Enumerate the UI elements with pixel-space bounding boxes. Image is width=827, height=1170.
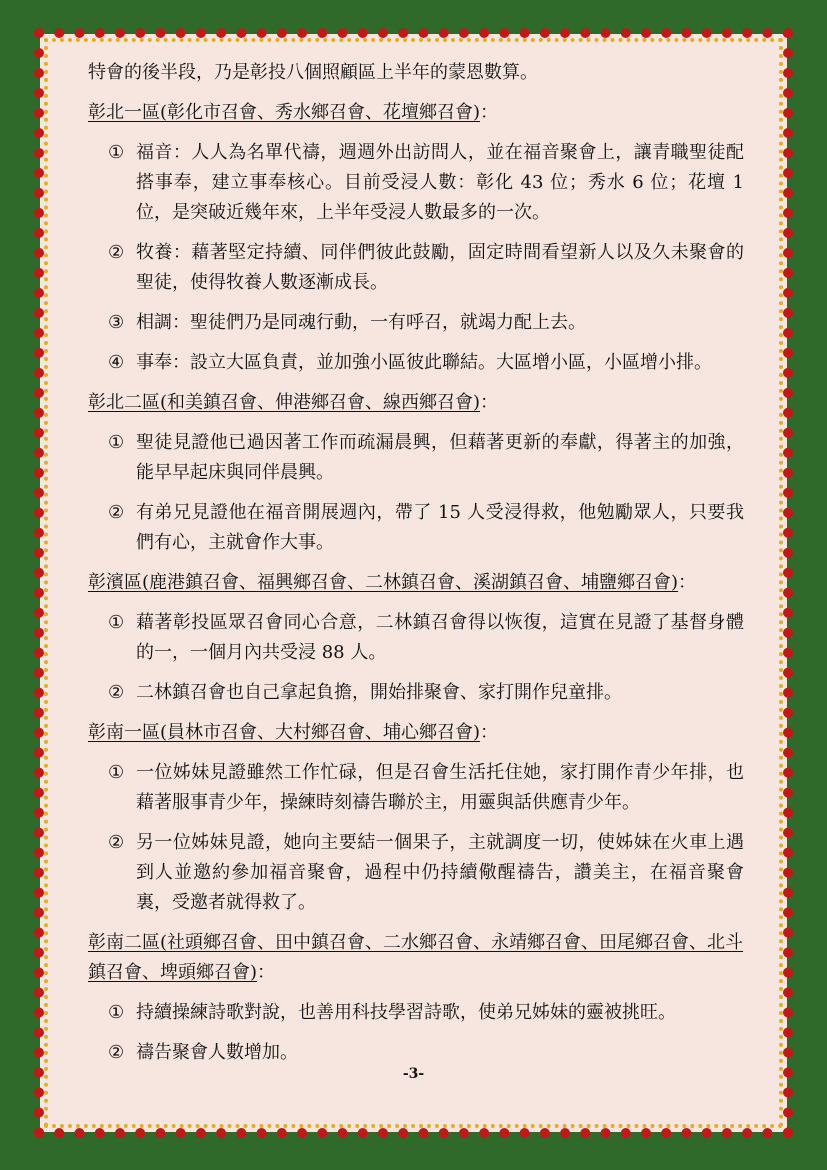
list-item: ② 另一位姊妹見證，她向主要結一個果子，主就調度一切，使姊妹在火車上遇到人並邀約參加福音聚會，過程中仍持續儆醒禱告，讚美主，在福音聚會裏，受邀者就得救了。 — [108, 832, 744, 913]
list-item: ① 福音：人人為名單代禱，週週外出訪問人，並在福音聚會上，讓青職聖徒配搭事奉，建立事奉核心。目前受浸人數：彰化 43 位；秀水 6 位；花壇 1 位，是突破近幾年來，上半年受浸人數最多的一次。 — [108, 142, 744, 223]
section-heading: 彰南二區(社頭鄉召會、田中鎮召會、二水鄉召會、永靖鄉召會、田尾鄉召會、北斗鎮召會、埤頭鄉召會)： — [88, 932, 744, 983]
list-item: ① 藉著彰投區眾召會同心合意，二林鎮召會得以恢復，這實在見證了基督身體的一，一個月內共受浸 88 人。 — [108, 612, 744, 663]
list-item: ② 牧養：藉著堅定持續、同伴們彼此鼓勵，固定時間看望新人以及久未聚會的聖徒，使得牧養人數逐漸成長。 — [108, 242, 744, 293]
section-heading: 彰北一區(彰化市召會、秀水鄉召會、花壇鄉召會)： — [88, 102, 499, 123]
section-changbin — [88, 568, 744, 708]
list-item: ② 有弟兄見證他在福音開展週內，帶了 15 人受浸得救，他勉勵眾人，只要我們有心，主就會作大事。 — [108, 502, 744, 553]
list-item: ① 持續操練詩歌對說，也善用科技學習詩歌，使弟兄姊妹的靈被挑旺。 — [108, 1002, 676, 1023]
document-body — [88, 58, 744, 1078]
section-changnan-1 — [88, 718, 744, 918]
section-heading: 彰南一區(員林市召會、大村鄉召會、埔心鄉召會)： — [88, 722, 499, 743]
intro-paragraph: 特會的後半段，乃是彰投八個照顧區上半年的蒙恩數算。 — [88, 62, 538, 83]
list-item: ① 一位姊妹見證雖然工作忙碌，但是召會生活托住她，家打開作青少年排，也藉著服事青少年，操練時刻禱告聯於主，用靈與話供應青少年。 — [108, 762, 744, 813]
section-changnan-2 — [88, 928, 744, 1068]
list-item: ① 聖徒見證他已過因著工作而疏漏晨興，但藉著更新的奉獻，得著主的加強，能早早起床與同伴晨興。 — [108, 432, 744, 483]
list-item: ③ 相調：聖徒們乃是同魂行動，一有呼召，就竭力配上去。 — [108, 312, 586, 333]
page-number: -3- — [402, 1066, 425, 1082]
list-item: ② 二林鎮召會也自己拿起負擔，開始排聚會、家打開作兒童排。 — [108, 682, 622, 703]
section-heading: 彰北二區(和美鎮召會、伸港鄉召會、線西鄉召會)： — [88, 392, 499, 413]
list-item: ④ 事奉：設立大區負責，並加強小區彼此聯結。大區增小區，小區增小排。 — [108, 352, 712, 373]
section-changbei-2 — [88, 388, 744, 558]
list-item: ② 禱告聚會人數增加。 — [108, 1042, 298, 1063]
section-heading: 彰濱區(鹿港鎮召會、福興鄉召會、二林鎮召會、溪湖鎮召會、埔鹽鄉召會)： — [88, 572, 697, 593]
section-changbei-1 — [88, 98, 744, 378]
